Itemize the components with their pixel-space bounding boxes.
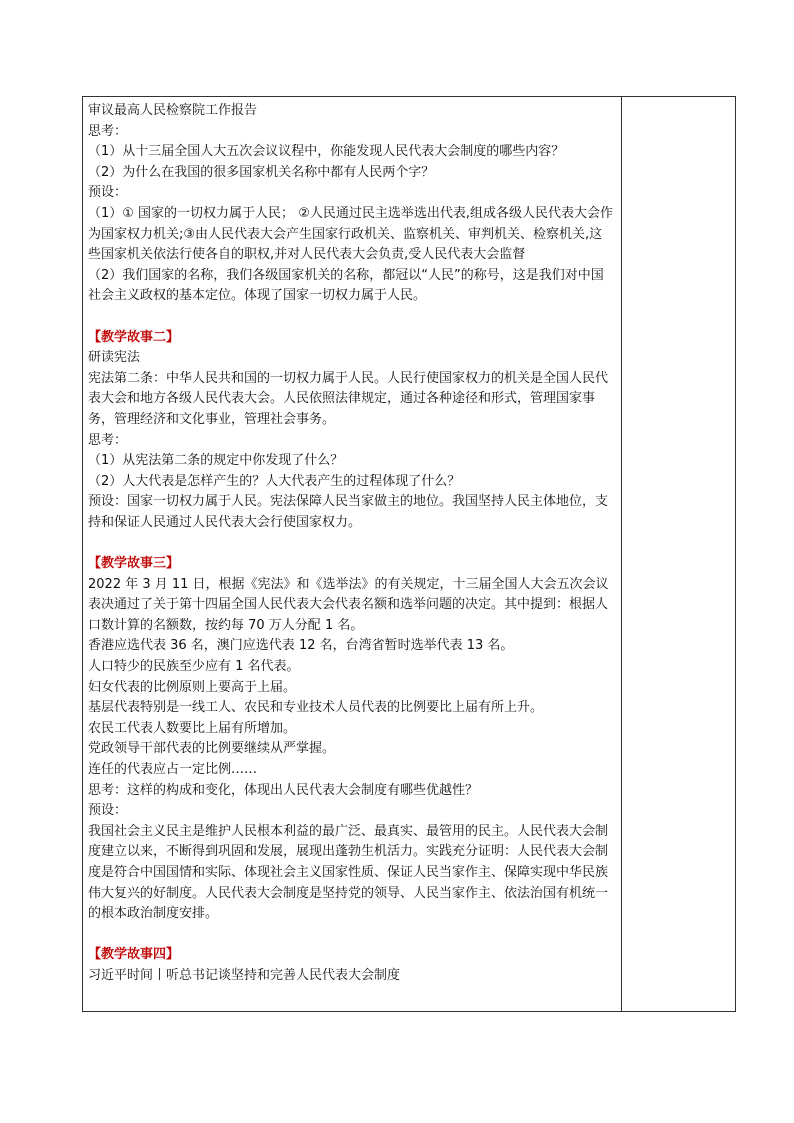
paragraph: 习近平时间丨听总书记谈坚持和完善人民代表大会制度 bbox=[88, 967, 401, 983]
paragraph: 思考： bbox=[88, 432, 128, 448]
paragraph: 宪法第二条：中华人民共和国的一切权力属于人民。人民行使国家权力的机关是全国人民代表大会和地方各级人民代表大会。人民依照法律规定，通过各种途径和形式，管理国家事务，管理经济和文化事业，管理社会事务。 bbox=[88, 370, 609, 427]
blank-line bbox=[88, 307, 615, 328]
blank-line bbox=[88, 533, 615, 554]
paragraph: 2022 年 3 月 11 日，根据《宪法》和《选举法》的有关规定，十三届全国人大会五次会议表决通过了关于第十四届全国人民代表大会代表名额和选举问题的决定。其中提到：根据人口数计算的名额数，按约每 70 万人分配 1 名。 bbox=[88, 576, 609, 633]
paragraph: 预设：国家一切权力属于人民。宪法保障人民当家做主的地位。我国坚持人民主体地位，支持和保证人民通过人民代表大会行使国家权力。 bbox=[88, 494, 609, 530]
paragraph: 农民工代表人数要比上届有所增加。 bbox=[88, 720, 297, 736]
paragraph: 思考：这样的构成和变化，体现出人民代表大会制度有哪些优越性？ bbox=[88, 782, 479, 798]
paragraph: （1）从宪法第二条的规定中你发现了什么？ bbox=[88, 453, 344, 469]
paragraph: 研读宪法 bbox=[88, 350, 141, 366]
paragraph: 审议最高人民检察院工作报告 bbox=[88, 103, 258, 118]
paragraph: 预设： bbox=[88, 185, 128, 201]
blank-line bbox=[88, 925, 615, 946]
paragraph: 党政领导干部代表的比例要继续从严掌握。 bbox=[88, 741, 336, 757]
column-divider bbox=[621, 97, 622, 1011]
paragraph: （1）① 国家的一切权力属于人民； ②人民通过民主选举选出代表,组成各级人民代表大会作为国家权力机关;③由人民代表大会产生国家行政机关、监察机关、审判机关、检察机关,这些国家机关依法行使各自的职权,并对人民代表大会负责,受人民代表大会监督 bbox=[88, 205, 613, 263]
paragraph: 思考： bbox=[88, 123, 128, 139]
paragraph: （1）从十三届全国人大五次会议议程中，你能发现人民代表大会制度的哪些内容？ bbox=[88, 144, 565, 160]
paragraph: （2）我们国家的名称，我们各级国家机关的名称，都冠以“人民”的称号，这是我们对中国社会主义政权的基本定位。体现了国家一切权力属于人民。 bbox=[88, 267, 604, 304]
paragraph: 预设： bbox=[88, 803, 128, 819]
paragraph: 香港应选代表 36 名，澳门应选代表 12 名，台湾省暂时选举代表 13 名。 bbox=[88, 638, 514, 654]
lesson-content-cell bbox=[88, 101, 615, 987]
paragraph: （2）人大代表是怎样产生的？人大代表产生的过程体现了什么？ bbox=[88, 473, 461, 489]
paragraph: 基层代表特别是一线工人、农民和专业技术人员代表的比例要比上届有所上升。 bbox=[88, 700, 544, 716]
section-heading: 【教学故事二】 bbox=[88, 329, 180, 345]
paragraph: 我国社会主义民主是维护人民根本利益的最广泛、最真实、最管用的民主。人民代表大会制度建立以来，不断得到巩固和发展，展现出蓬勃生机活力。实践充分证明：人民代表大会制度是符合中国国情和实际、体现社会主义国家性质、保证人民当家作主、保障实现中华民族伟大复兴的好制度。人民代表大会制度是坚持党的领导、人民当家作主、依法治国有机统一的根本政治制度安排。 bbox=[88, 823, 609, 922]
paragraph: 妇女代表的比例原则上要高于上届。 bbox=[88, 679, 297, 695]
paragraph: 人口特少的民族至少应有 1 名代表。 bbox=[88, 659, 300, 675]
section-heading: 【教学故事四】 bbox=[88, 947, 180, 963]
lesson-plan-table bbox=[82, 96, 736, 1012]
paragraph: 连任的代表应占一定比例…… bbox=[88, 762, 258, 777]
paragraph: （2）为什么在我国的很多国家机关名称中都有人民两个字？ bbox=[88, 164, 435, 180]
section-heading: 【教学故事三】 bbox=[88, 556, 180, 572]
